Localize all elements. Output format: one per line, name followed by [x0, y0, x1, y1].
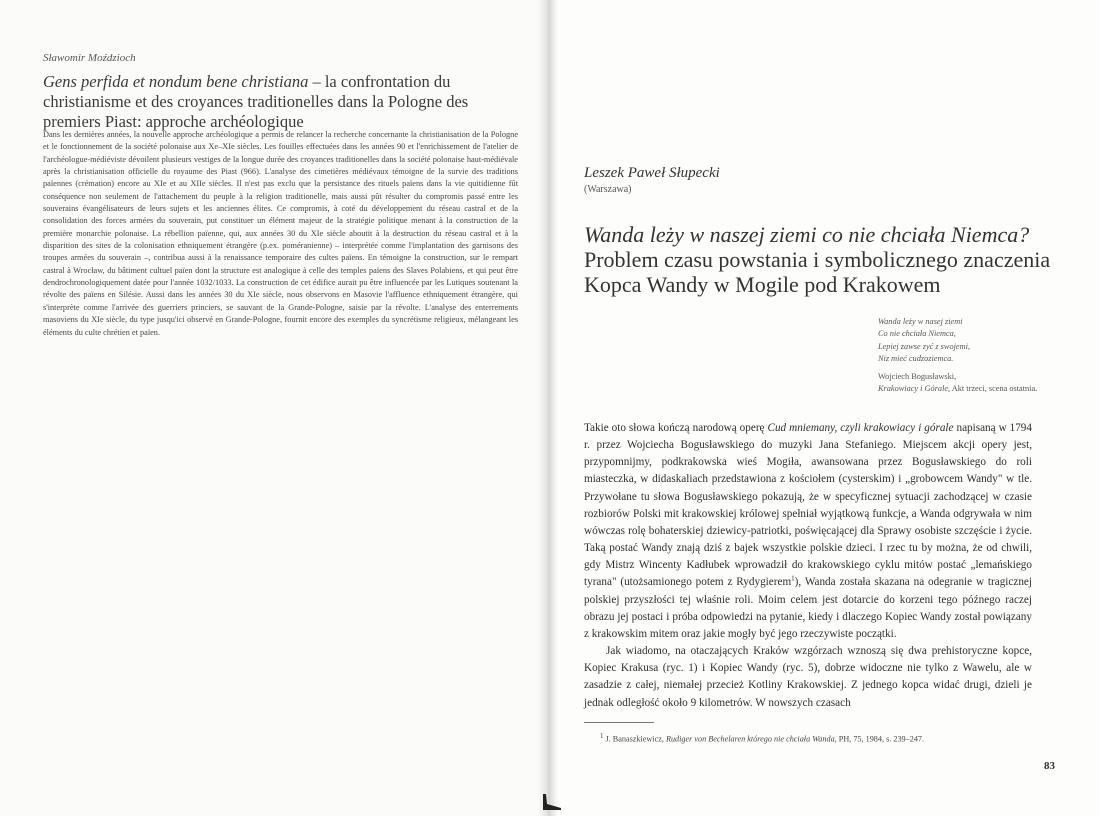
scan-corner-mark — [543, 792, 561, 810]
footnote-rule — [584, 722, 654, 723]
opera-title: Cud mniemany, czyli krakowiacy i górale — [767, 422, 954, 434]
running-head: Sławomir Moździoch — [43, 52, 136, 64]
epigraph-line: Co nie chciała Niemca, — [878, 329, 956, 339]
epigraph-source-work: Krakowiacy i Górale, Akt trzeci, scena ostatnia. — [878, 384, 1038, 394]
title-line-2: Problem czasu powstania i symbolicznego znaczenia — [584, 247, 1051, 272]
abstract-paragraph: Dans les dernières années, la nouvelle approche archéologique a permis de relancer la recherche concernante la christianisation de la Pologne et le fonctionnement de la société polonaise aux Xe–XIe siècles. Les fouilles effectuées dans les années 90 et l'enrichissement de l'atelier de l'archéologue-médiéviste dévoilent plusieurs vestiges de la longue durée des croyances traditionelles dans la société polonaise haut-médiévale après la christianisation officielle du royaume des Piast (966). L'analyse des cimetières médiévaux témoigne de la survie des traditions païennes (crémation) encore au XIe et au XIIe siècles. Il n'est pas exclu que la persistance des rituels païens dans la vie quitidienne fût conséquence non seulement de l'attachement du peuple à la religion traditionelle, mais aussi pût résulter du compromis passé entre les souverains évangélisateurs de leurs sujets et les anciennes élites. Ce compromis, à coté du développement du réseau castral et de la consolidation des forces armées du souverain, put constituer un élément majeur de la stratégie politique menant à la construction de la première monarchie polonaise. La rébellion païenne, qui, aux années 30 du XIe siècle aboutit à la destruction du réseau castral et à la disparition des sites de la colonisation ethniquement étrangère (p.ex. poméranienne) – interprétée comme l'implantation des garnisons des troupes armées du souverain –, contribua aussi à la renaissance temporaire des cultes païens. En témoigne la construction, sur le rempart castral à Wrocław, du bâtiment cultuel païen dont la structure est analogique à celle des temples païens des Slaves Polabiens, et qui peut être dendrochronologiquement datée pour l'année 1032/1033. La construction de cet édifice aurait pu être influencée par les Lutiques soutenant la révolte des païens en Silésie. Aussi dans les années 30 du XIe siècle, nous observons en Masovie l'affluence ethniquement étrangère, qui s'interprète comme l'arrivée des guerriers princiers, se sauvant de la Grande-Pologne, saisie par la révolte. L'analyse des enterrements masoviens du XIe siècle, du type jusqu'ici observé en Grande-Pologne, fournit encore des exemples du syncrétisme religieux, mélangeant les éléments du culte chrétien et païen. — [43, 130, 518, 337]
title-latin-phrase: Gens perfida et nondum bene christiana — [43, 72, 309, 91]
footnote-reference: 1 — [791, 574, 795, 583]
epigraph — [878, 316, 1078, 395]
footnote: $^1$ J. Banaszkiewicz, Rudiger von Bechelaren którego nie chciała Wanda, PH, 75, 1984, s. 239–247. — [600, 733, 925, 744]
title-rest: – la confrontation du christianisme et des croyances traditionelles dans la Pologne des premiers Piast: approche archéologique — [43, 72, 469, 131]
title-line-1: Wanda leży w naszej ziemi co nie chciała Niemca? — [584, 222, 1030, 247]
body-paragraph-2: Jak wiadomo, na otaczających Kraków wzgórzach wznoszą się dwa prehistoryczne kopce, Kopiec Krakusa (ryc. 1) i Kopiec Wandy (ryc. 5), dobrze widoczne nie tylko z Wawelu, ale w zasadzie z całej, niemałej przecież Kotliny Krakowskiej. Z jednego kopca widać drugi, dzieli je jednak odległość około 9 kilometrów. W nowszych czasach — [584, 645, 1032, 709]
epigraph-source — [878, 371, 1078, 396]
body-text — [584, 420, 1032, 712]
title-line-3: Kopca Wandy w Mogile pod Krakowem — [584, 272, 941, 297]
epigraph-line: Lepiej zawse zyć z swojemi, — [878, 341, 970, 351]
book-gutter — [538, 0, 558, 816]
author-name: Leszek Paweł Słupecki — [584, 165, 720, 181]
epigraph-line: Wanda leży w nasej ziemi — [878, 317, 963, 326]
body-paragraph-1: Takie oto słowa kończą narodową operę Cud mniemany, czyli krakowiacy i górale napisaną w 1794 r. przez Wojciecha Bogusławskiego do muzyki Jana Stefaniego. Miejscem akcji opery jest, przypomnijmy, podkrakowska wieś Mogiła, awansowana przez Bogusławskiego do roli miasteczka, w didaskaliach przedstawiona z kościołem (cysterskim) i „grobowcem Wandy" w tle. Przywołane tu słowa Bogusławskiego pokazują, że w specyficznej sytuacji zachodzącej w czasie rozbiorów Polski mit krakowskiej królowej spełniał wyjątkową funkcje, a Wanda odgrywała w nim wówczas rolę bohaterskiej dziewicy-patriotki, poświęcającej dla Sprawy osobiste szczęście i życie. Taką postać Wandy znają dziś z bajek wszystkie polskie dzieci. I rzec tu by można, że od chwili, gdy Mistrz Wincenty Kadłubek wprowadził do krakowskiego cyklu mitów postać „lemańskiego tyrana" (utożsamionego potem z Rydygierem$^1$), Wanda została skazana na odegranie w tragicznej polskiej przyszłości tej właśnie roli. Moim celem jest dotarcie do korzeni tego późnego raczej obrazu jej postaci i próba odpowiedzi na pytanie, kiedy i dlaczego Kopiec Wandy został powiązany z krakowskim mitem oraz jakie mogły być jego rzeczywiste początki. — [584, 422, 1032, 640]
author-affiliation: (Warszawa) — [584, 184, 632, 195]
page-number: 83 — [1044, 760, 1055, 772]
article-title-left — [43, 72, 518, 132]
epigraph-line: Niz mieć cudzoziemca. — [878, 354, 954, 364]
article-title-right — [584, 222, 1064, 297]
epigraph-source-author: Wojciech Bogusławski, — [878, 371, 957, 381]
footnote-number: 1 — [600, 733, 604, 740]
